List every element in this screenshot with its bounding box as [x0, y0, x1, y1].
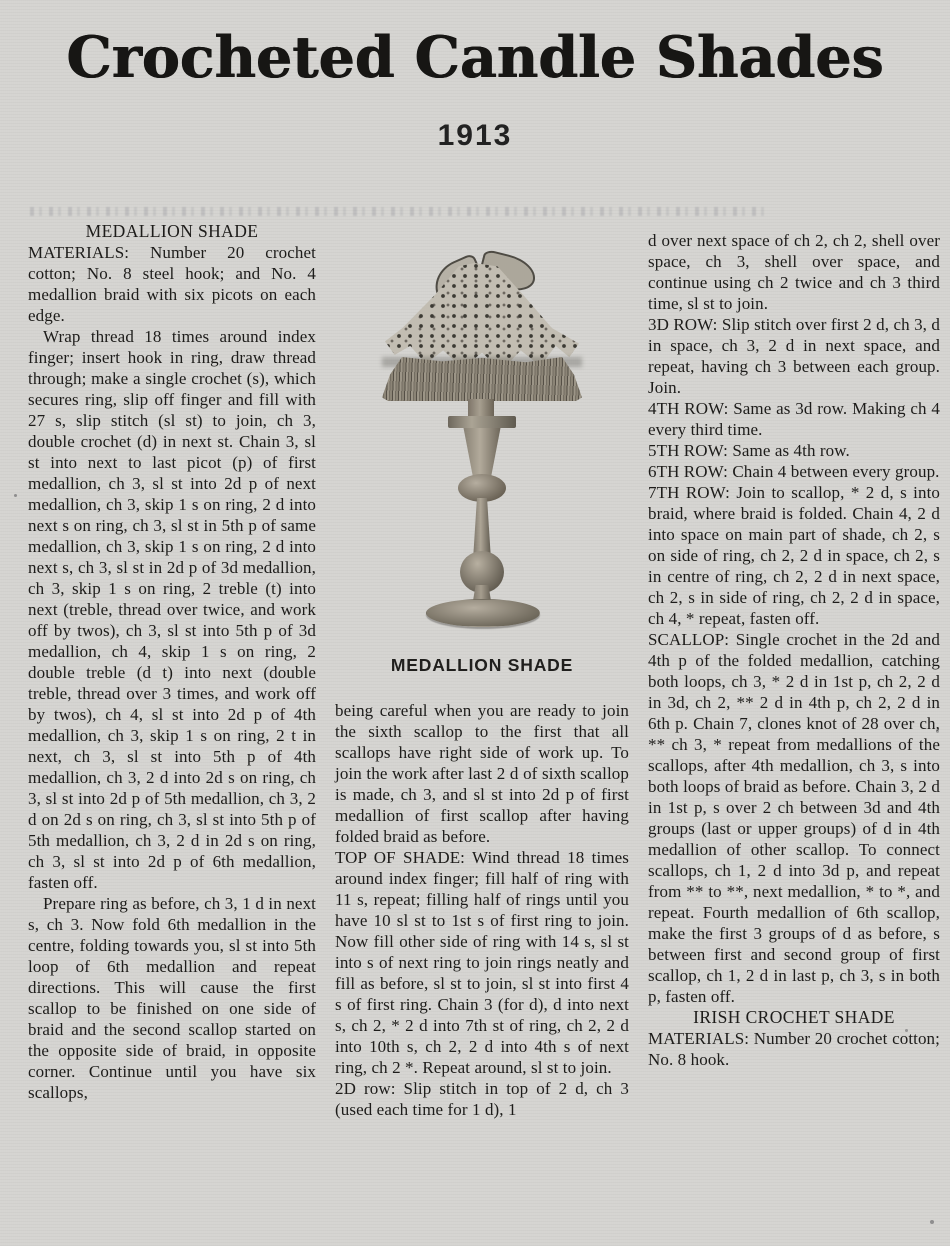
middle-column	[335, 221, 629, 1120]
candlestick-flange	[448, 416, 516, 428]
illustration-caption: MEDALLION SHADE	[390, 655, 574, 675]
row-instruction: 5TH ROW: Same as 4th row.	[648, 441, 850, 460]
materials-paragraph: MATERIALS: Number 20 crochet cotton; No. 8 steel hook; and No. 4 medallion braid with six picots on each edge.	[28, 243, 316, 325]
materials-paragraph: MATERIALS: Number 20 crochet cotton; No. 8 hook.	[648, 1029, 940, 1069]
row-instruction: 6TH ROW: Chain 4 between every group.	[648, 462, 940, 481]
candle-shade-illustration	[382, 255, 582, 625]
scanned-page	[0, 24, 950, 1246]
reverse-side-bleed-through-strip	[30, 207, 770, 216]
instructions-paragraph: TOP OF SHADE: Wind thread 18 times around index finger; fill half of ring with 11 s, repeat; filling half of rings until you have 10 sl st to 1st s of first ring to join. Now fill other side of ring with 14 s, sl st into s of next ring to join rings neatly and fill as before, sl st to join, sl st into first 4 s of first ring. Chain 3 (for d), d into next s, ch 2, * 2 d into 7th st of ring, ch 2, 2 d into 10th s, ch 2, 2 d into 4th s of next ring, ch 2 *. Repeat around, sl st to join.	[335, 848, 629, 1077]
scan-speck	[905, 1029, 908, 1032]
scan-speck	[930, 1220, 934, 1224]
row-instruction: 7TH ROW: Join to scallop, * 2 d, s into braid, where braid is folded. Chain 4, 2 d into space on main part of shade, ch 2, s on side of ring, ch 2, 2 d in space, ch 2, s in centre of ring, ch 2, 2 d in next space, ch 2, s in side of ring, ch 2, 2 d in space, ch 4, * repeat, fasten off.	[648, 483, 940, 628]
page-year: 1913	[437, 119, 513, 152]
shade-fringe	[382, 357, 582, 401]
scallop-instruction: SCALLOP: Single crochet in the 2d and 4th p of the folded medallion, catching both loops, ch 3, * 2 d in 1st p, ch 2, 2 d in 3d, ch 2, ** 2 d in 4th p, ch 2, 2 d in 6th p. Chain 7, clones knot of 28 over ch, ** ch 3, * repeat from medallions of the scallops, after 4th medallion, ch 3, s into both loops of braid as before. Chain 3, 2 d in 1st p, s over 2 ch between 3d and 4th groups (last or upper groups) of d in 4th medallion of other scallop. To connect scallops, ch 1, 2 d into 3d p, and repeat from ** to **, next medallion, * to *, and repeat. Fourth medallion of 6th scallop, make the first 3 groups of d as before, s between first and second group of first scallop, ch 1, 2 d in last p, ch 3, s in both p, fasten off.	[648, 630, 940, 1006]
row-instruction: 3D ROW: Slip stitch over first 2 d, ch 3, d in space, ch 3, 2 d in next space, and repeat, having ch 3 between each group. Join.	[648, 315, 940, 397]
candle-nub	[468, 399, 494, 417]
candlestick-knob	[458, 474, 506, 502]
instructions-paragraph: Wrap thread 18 times around index finger; insert hook in ring, draw thread through; make a single crochet (s), which secures ring, slip off finger and fill with 27 s, slip stitch (sl st) to join, ch 3, double crochet (d) in next st. Chain 3, sl st into next to last picot (p) of first medallion, ch 3, sl st into 2d p of next medallion, ch 3, skip 1 s on ring, 2 d into next s on ring, ch 3, sl st in 5th p of same medallion, ch 3, skip 1 s on ring, 2 d into next s, ch 3, sl st in 2d p of 3d medallion, ch 3, skip 1 s on ring, 2 treble (t) into next (treble, thread over twice, and work off by twos), ch 3, sl st into 5th p of 3d medallion, ch 4, skip 1 s on ring, 2 double treble (d t) into next (double treble, thread over 3 times, and work off by twos), ch 4, sl st into 2d p of 4th medallion, ch 3, skip 1 s on ring, 2 t in next, ch 3, sl st into 5th p of 4th medallion, ch 3, 2 d into 2d s on ring, ch 3, sl st into 2d p of 5th medallion, ch 3, 2 d on 2d s on ring, ch 3, sl st into 5th p of 5th medallion, ch 3, 2 d in 2d s on ring, ch 3, sl st into 2d p of 6th medallion, fasten off.	[28, 327, 316, 892]
page-title: Crocheted Candle Shades	[66, 24, 884, 91]
instructions-paragraph: Prepare ring as before, ch 3, 1 d in next s, ch 3. Now fold 6th medallion in the centre, folding towards you, sl st into 5th loop of 6th medallion and repeat directions. This will cause the first scallop to be finished on one side of braid and the second scallop started on the opposite side of braid, in opposite corner. Continue until you have six scallops,	[28, 894, 316, 1102]
instructions-paragraph: 2D row: Slip stitch in top of 2 d, ch 3 (used each time for 1 d), 1	[335, 1079, 629, 1119]
instructions-paragraph: being careful when you are ready to join the sixth scallop to the first that all scallops have right side of work up. To join the work after last 2 d of sixth scallop is made, ch 3, and sl st into 2d p of first medallion of first scallop after having folded braid as before.	[335, 701, 629, 846]
right-column	[648, 221, 940, 1120]
scan-speck	[14, 494, 17, 497]
three-column-body	[28, 221, 940, 1120]
scan-speck	[936, 729, 939, 733]
section-heading-medallion-shade: MEDALLION SHADE	[85, 221, 259, 241]
instructions-paragraph: d over next space of ch 2, ch 2, shell over space, ch 3, shell over space, and continue using ch 2 twice and ch 3 third time, sl st to join.	[648, 231, 940, 313]
candlestick-base	[426, 599, 540, 627]
candlestick-cup	[461, 428, 503, 476]
section-heading-irish-crochet-shade: IRISH CROCHET SHADE	[693, 1007, 895, 1027]
left-column	[28, 221, 316, 1120]
row-instruction: 4TH ROW: Same as 3d row. Making ch 4 every third time.	[648, 399, 940, 439]
